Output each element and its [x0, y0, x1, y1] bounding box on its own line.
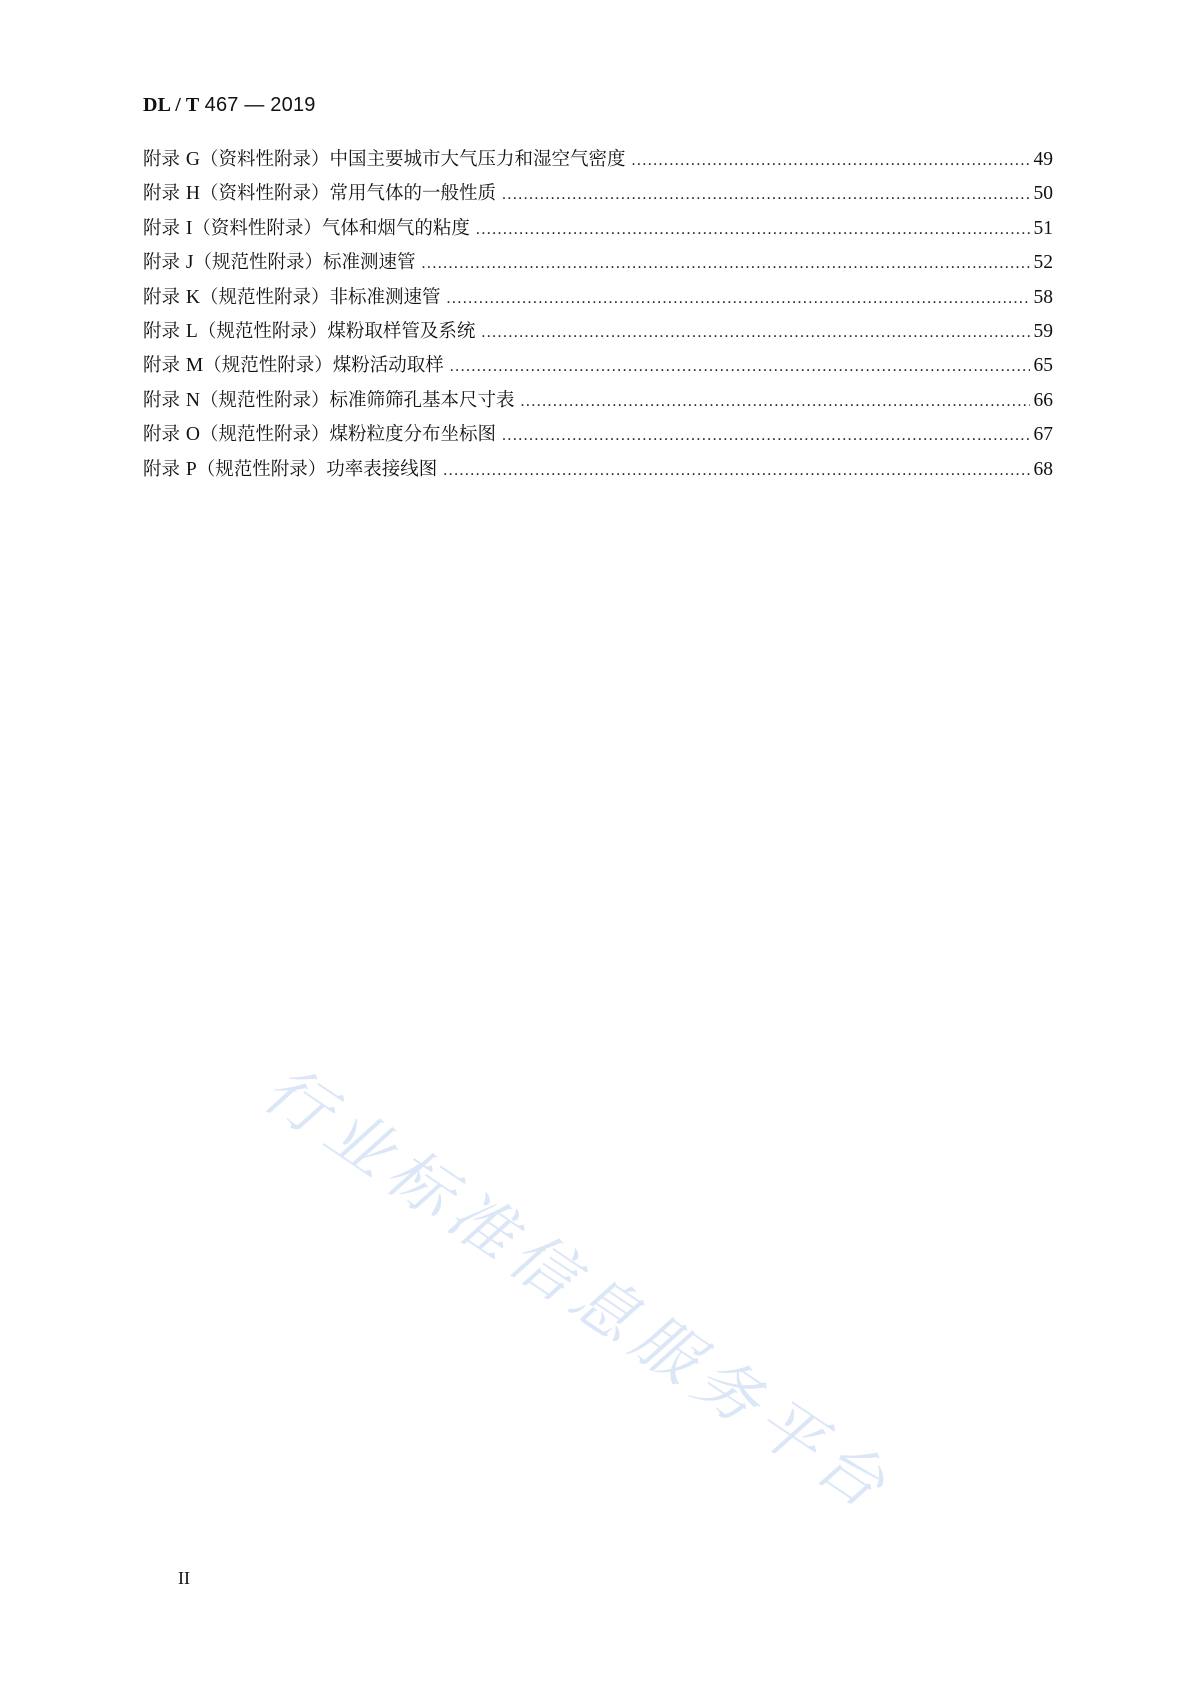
table-of-contents [143, 143, 1053, 487]
toc-page-number: 52 [1033, 252, 1053, 274]
toc-page-number: 65 [1033, 355, 1053, 377]
toc-entry-appendix-n[interactable] [143, 384, 1053, 418]
dot-leader [447, 282, 1030, 316]
toc-page-number: 50 [1033, 183, 1053, 205]
toc-entry-appendix-i[interactable] [143, 212, 1053, 246]
page-number: II [178, 1568, 190, 1588]
dot-leader [443, 454, 1029, 488]
watermark: 行业标准信息服务平台 [250, 1052, 906, 1528]
toc-page-number: 67 [1033, 424, 1053, 446]
toc-entry-title: 附录 P（规范性附录）功率表接线图 [143, 458, 438, 480]
toc-entry-title: 附录 O（规范性附录）煤粉粒度分布坐标图 [143, 424, 497, 446]
toc-entry-title: 附录 M（规范性附录）煤粉活动取样 [143, 355, 444, 377]
dot-leader [632, 144, 1030, 178]
toc-page-number: 59 [1033, 320, 1053, 342]
toc-entry-title: 附录 K（规范性附录）非标准测速管 [143, 286, 441, 308]
dot-leader [476, 213, 1030, 247]
document-code [143, 94, 316, 117]
toc-entry-title: 附录 I（资料性附录）气体和烟气的粘度 [143, 217, 470, 239]
toc-entry-appendix-o[interactable] [143, 418, 1053, 452]
toc-entry-appendix-h[interactable] [143, 177, 1053, 211]
dot-leader [450, 350, 1030, 384]
toc-entry-appendix-m[interactable] [143, 349, 1053, 383]
toc-entry-appendix-k[interactable] [143, 281, 1053, 315]
toc-page-number: 58 [1033, 286, 1053, 308]
toc-entry-appendix-g[interactable] [143, 143, 1053, 177]
toc-entry-title: 附录 L（规范性附录）煤粉取样管及系统 [143, 320, 476, 342]
toc-page-number: 51 [1033, 217, 1053, 239]
document-code-number: 467 — 2019 [204, 94, 316, 116]
dot-leader [502, 419, 1029, 453]
toc-entry-appendix-j[interactable] [143, 246, 1053, 280]
dot-leader [502, 178, 1029, 212]
toc-entry-title: 附录 J（规范性附录）标准测速管 [143, 252, 416, 274]
document-code-prefix: DL / T [143, 94, 200, 116]
toc-entry-title: 附录 H（资料性附录）常用气体的一般性质 [143, 183, 497, 205]
dot-leader [481, 316, 1029, 350]
toc-entry-appendix-p[interactable] [143, 453, 1053, 487]
toc-page-number: 68 [1033, 458, 1053, 480]
toc-entry-title: 附录 N（规范性附录）标准筛筛孔基本尺寸表 [143, 389, 515, 411]
toc-entry-appendix-l[interactable] [143, 315, 1053, 349]
dot-leader [422, 247, 1030, 281]
dot-leader [521, 385, 1030, 419]
toc-page-number: 66 [1033, 389, 1053, 411]
toc-page-number: 49 [1033, 149, 1053, 170]
toc-entry-title: 附录 G（资料性附录）中国主要城市大气压力和湿空气密度 [143, 149, 626, 170]
